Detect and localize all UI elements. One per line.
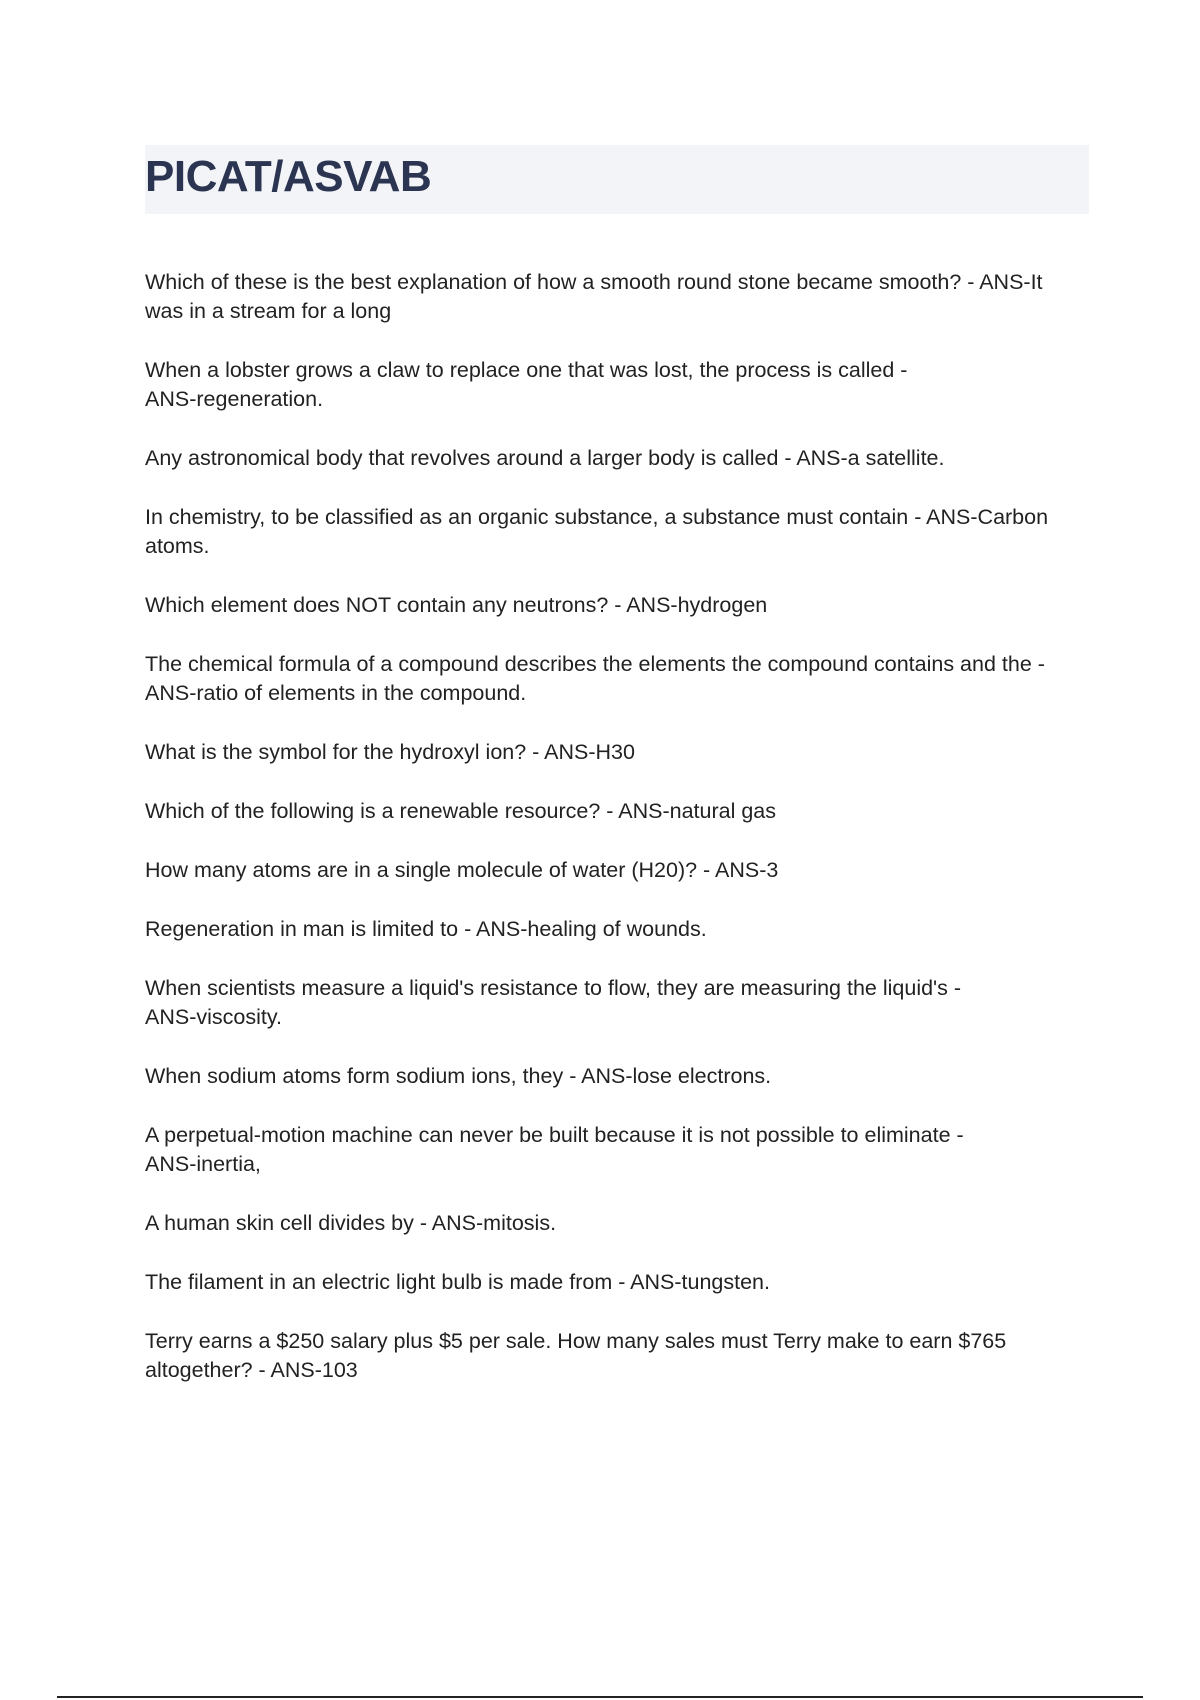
qa-item: Which element does NOT contain any neutrons? - ANS-hydrogen [145, 593, 768, 617]
qa-item: A perpetual-motion machine can never be built because it is not possible to eliminate - ANS-inertia, [145, 1123, 964, 1176]
qa-item: The filament in an electric light bulb is made from - ANS-tungsten. [145, 1270, 770, 1294]
qa-item: A human skin cell divides by - ANS-mitosis. [145, 1211, 557, 1235]
qa-item: What is the symbol for the hydroxyl ion? - ANS-H30 [145, 740, 635, 764]
qa-item: Terry earns a $250 salary plus $5 per sale. How many sales must Terry make to earn $765 altogether? - ANS-103 [145, 1329, 1007, 1382]
qa-item: When a lobster grows a claw to replace one that was lost, the process is called - ANS-regeneration. [145, 358, 908, 411]
qa-item: Which of the following is a renewable resource? - ANS-natural gas [145, 799, 776, 823]
qa-item: Any astronomical body that revolves around a larger body is called - ANS-a satellite. [145, 446, 945, 470]
footer-divider [57, 1696, 1143, 1698]
qa-item: Which of these is the best explanation of how a smooth round stone became smooth? - ANS-It was in a stream for a long [145, 270, 1043, 323]
qa-item: When scientists measure a liquid's resistance to flow, they are measuring the liquid's - ANS-viscosity. [145, 976, 962, 1029]
qa-item: How many atoms are in a single molecule of water (H20)? - ANS-3 [145, 858, 779, 882]
question-answer-list [145, 268, 1085, 1415]
qa-item: The chemical formula of a compound describes the elements the compound contains and the - ANS-ratio of elements in the compound. [145, 652, 1045, 705]
qa-item: In chemistry, to be classified as an organic substance, a substance must contain - ANS-Carbon atoms. [145, 505, 1049, 558]
qa-item: Regeneration in man is limited to - ANS-healing of wounds. [145, 917, 707, 941]
title-banner [145, 145, 1089, 214]
qa-item: When sodium atoms form sodium ions, they - ANS-lose electrons. [145, 1064, 772, 1088]
page-title: PICAT/ASVAB [145, 152, 432, 201]
